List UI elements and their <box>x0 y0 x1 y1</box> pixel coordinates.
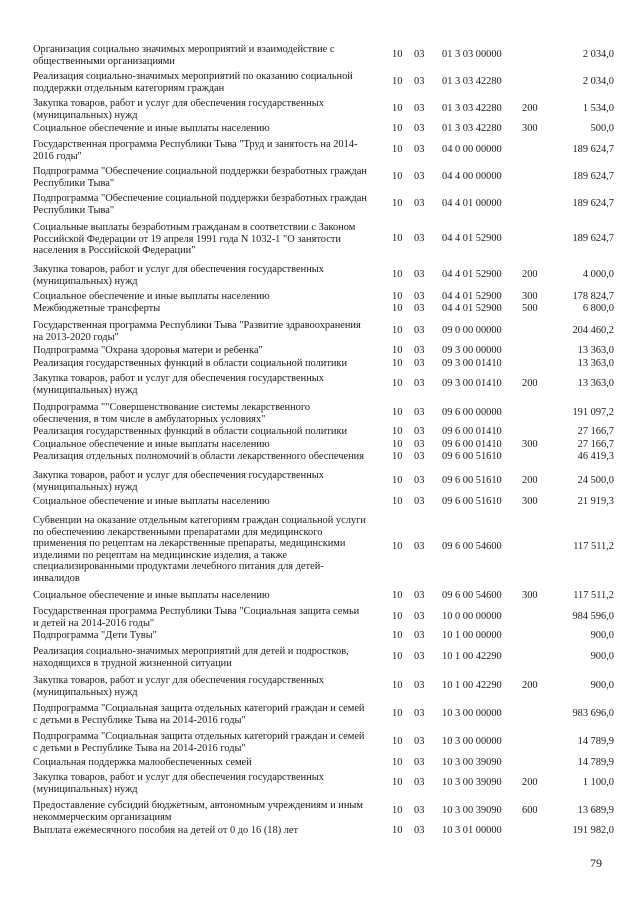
target-article-code: 04 4 01 52900 <box>442 303 502 314</box>
row-name: Закупка товаров, работ и услуг для обеспечения государственных (муниципальных) нужд <box>33 772 324 795</box>
subsection-code: 03 <box>414 541 425 552</box>
subsection-code: 03 <box>414 291 425 302</box>
section-code: 10 <box>392 708 403 719</box>
amount: 191 982,0 <box>572 825 614 836</box>
subsection-code: 03 <box>414 680 425 691</box>
expense-type-code: 200 <box>522 269 538 280</box>
section-code: 10 <box>392 291 403 302</box>
section-code: 10 <box>392 757 403 768</box>
row-name: Реализация социально-значимых мероприятий по оказанию социальной поддержки отдельным категориям граждан <box>33 71 353 94</box>
section-code: 10 <box>392 198 403 209</box>
subsection-code: 03 <box>414 358 425 369</box>
amount: 13 363,0 <box>577 378 614 389</box>
amount: 6 800,0 <box>582 303 614 314</box>
row-name: Выплата ежемесячного пособия на детей от 0 до 16 (18) лет <box>33 825 299 836</box>
section-code: 10 <box>392 590 403 601</box>
amount: 984 596,0 <box>572 611 614 622</box>
target-article-code: 04 4 01 00000 <box>442 198 502 209</box>
subsection-code: 03 <box>414 123 425 134</box>
amount: 900,0 <box>590 680 614 691</box>
section-code: 10 <box>392 76 403 87</box>
subsection-code: 03 <box>414 171 425 182</box>
amount: 189 624,7 <box>572 171 614 182</box>
amount: 4 000,0 <box>582 269 614 280</box>
section-code: 10 <box>392 123 403 134</box>
amount: 27 166,7 <box>577 426 614 437</box>
section-code: 10 <box>392 475 403 486</box>
amount: 14 789,9 <box>577 757 614 768</box>
target-article-code: 10 3 01 00000 <box>442 825 502 836</box>
row-name: Реализация государственных функций в области социальной политики <box>33 426 348 437</box>
amount: 24 500,0 <box>577 475 614 486</box>
amount: 46 419,3 <box>577 451 614 462</box>
amount: 117 511,2 <box>573 541 614 552</box>
section-code: 10 <box>392 541 403 552</box>
row-name: Подпрограмма "Охрана здоровья матери и ребенка" <box>33 345 263 356</box>
subsection-code: 03 <box>414 451 425 462</box>
amount: 900,0 <box>590 630 614 641</box>
subsection-code: 03 <box>414 439 425 450</box>
amount: 204 460,2 <box>572 325 614 336</box>
amount: 21 919,3 <box>577 496 614 507</box>
target-article-code: 10 1 00 42290 <box>442 651 502 662</box>
expense-type-code: 300 <box>522 123 538 134</box>
row-name: Межбюджетные трансферты <box>33 303 161 314</box>
section-code: 10 <box>392 805 403 816</box>
amount: 900,0 <box>590 651 614 662</box>
subsection-code: 03 <box>414 757 425 768</box>
subsection-code: 03 <box>414 269 425 280</box>
row-name: Подпрограмма "Дети Тувы" <box>33 630 157 641</box>
subsection-code: 03 <box>414 345 425 356</box>
row-name: Государственная программа Республики Тыва "Социальная защита семьи и детей на 2014-2016 годы" <box>33 606 360 629</box>
section-code: 10 <box>392 630 403 641</box>
amount: 189 624,7 <box>572 144 614 155</box>
amount: 13 363,0 <box>577 358 614 369</box>
expense-type-code: 300 <box>522 496 538 507</box>
amount: 13 689,9 <box>577 805 614 816</box>
row-name: Реализация отдельных полномочий в области лекарственного обеспечения <box>33 451 365 462</box>
subsection-code: 03 <box>414 144 425 155</box>
expense-type-code: 300 <box>522 439 538 450</box>
section-code: 10 <box>392 426 403 437</box>
row-name: Социальные выплаты безработным гражданам в соответствии с Законом Российской Федерации от 19 апреля 1991 года N 1032-1 "О занятости населения в Российской Федерации" <box>33 222 356 256</box>
section-code: 10 <box>392 651 403 662</box>
target-article-code: 09 3 00 01410 <box>442 358 502 369</box>
target-article-code: 01 3 03 42280 <box>442 123 502 134</box>
section-code: 10 <box>392 49 403 60</box>
row-name: Закупка товаров, работ и услуг для обеспечения государственных (муниципальных) нужд <box>33 373 324 396</box>
section-code: 10 <box>392 378 403 389</box>
target-article-code: 10 3 00 39090 <box>442 757 502 768</box>
target-article-code: 09 0 00 00000 <box>442 325 502 336</box>
target-article-code: 01 3 03 42280 <box>442 103 502 114</box>
target-article-code: 04 4 01 52900 <box>442 233 502 244</box>
target-article-code: 09 6 00 01410 <box>442 426 502 437</box>
target-article-code: 09 3 00 00000 <box>442 345 502 356</box>
expense-type-code: 200 <box>522 378 538 389</box>
row-name: Социальное обеспечение и иные выплаты населению <box>33 291 270 302</box>
section-code: 10 <box>392 103 403 114</box>
target-article-code: 09 3 00 01410 <box>442 378 502 389</box>
amount: 2 034,0 <box>582 76 614 87</box>
target-article-code: 04 4 00 00000 <box>442 171 502 182</box>
row-name: Государственная программа Республики Тыва "Развитие здравоохранения на 2013-2020 годы" <box>33 320 361 343</box>
target-article-code: 09 6 00 51610 <box>442 496 502 507</box>
expense-type-code: 200 <box>522 103 538 114</box>
page-number: 79 <box>590 856 602 870</box>
target-article-code: 01 3 03 42280 <box>442 76 502 87</box>
subsection-code: 03 <box>414 496 425 507</box>
target-article-code: 10 1 00 42290 <box>442 680 502 691</box>
row-name: Субвенции на оказание отдельным категориям граждан социальной услуги по обеспечению лекарственными препаратами для медицинского применения по рецептам на лекарственные препараты, медицинскими изделиями по рецептам на медицинские изделия, а также специализированными продуктами лечебного питания для детей- инвалидов <box>33 515 366 584</box>
row-name: Закупка товаров, работ и услуг для обеспечения государственных (муниципальных) нужд <box>33 470 324 493</box>
section-code: 10 <box>392 233 403 244</box>
target-article-code: 09 6 00 01410 <box>442 439 502 450</box>
section-code: 10 <box>392 496 403 507</box>
subsection-code: 03 <box>414 825 425 836</box>
subsection-code: 03 <box>414 198 425 209</box>
target-article-code: 10 3 00 39090 <box>442 805 502 816</box>
section-code: 10 <box>392 736 403 747</box>
subsection-code: 03 <box>414 378 425 389</box>
target-article-code: 10 3 00 00000 <box>442 708 502 719</box>
amount: 14 789,9 <box>577 736 614 747</box>
target-article-code: 04 4 01 52900 <box>442 269 502 280</box>
row-name: Закупка товаров, работ и услуг для обеспечения государственных (муниципальных) нужд <box>33 98 324 121</box>
expense-type-code: 200 <box>522 680 538 691</box>
row-name: Социальная поддержка малообеспеченных семей <box>33 757 252 768</box>
subsection-code: 03 <box>414 630 425 641</box>
target-article-code: 10 1 00 00000 <box>442 630 502 641</box>
subsection-code: 03 <box>414 590 425 601</box>
expense-type-code: 500 <box>522 303 538 314</box>
amount: 13 363,0 <box>577 345 614 356</box>
row-name: Реализация социально-значимых мероприятий для детей и подростков, находящихся в трудной жизненной ситуации <box>33 646 349 669</box>
subsection-code: 03 <box>414 736 425 747</box>
row-name: Организация социально значимых мероприятий и взаимодействие с общественными организациями <box>33 44 335 67</box>
amount: 27 166,7 <box>577 439 614 450</box>
amount: 1 100,0 <box>582 777 614 788</box>
subsection-code: 03 <box>414 708 425 719</box>
row-name: Закупка товаров, работ и услуг для обеспечения государственных (муниципальных) нужд <box>33 264 324 287</box>
row-name: Подпрограмма "Социальная защита отдельных категорий граждан и семей с детьми в Республике Тыва на 2014-2016 годы" <box>33 703 365 726</box>
amount: 1 534,0 <box>582 103 614 114</box>
subsection-code: 03 <box>414 475 425 486</box>
subsection-code: 03 <box>414 777 425 788</box>
row-name: Социальное обеспечение и иные выплаты населению <box>33 439 270 450</box>
section-code: 10 <box>392 451 403 462</box>
row-name: Социальное обеспечение и иные выплаты населению <box>33 496 270 507</box>
amount: 189 624,7 <box>572 233 614 244</box>
target-article-code: 01 3 03 00000 <box>442 49 502 60</box>
section-code: 10 <box>392 407 403 418</box>
subsection-code: 03 <box>414 651 425 662</box>
expense-type-code: 300 <box>522 291 538 302</box>
target-article-code: 04 4 01 52900 <box>442 291 502 302</box>
subsection-code: 03 <box>414 805 425 816</box>
amount: 191 097,2 <box>572 407 614 418</box>
section-code: 10 <box>392 171 403 182</box>
target-article-code: 10 0 00 00000 <box>442 611 502 622</box>
expense-type-code: 200 <box>522 475 538 486</box>
section-code: 10 <box>392 345 403 356</box>
row-name: Закупка товаров, работ и услуг для обеспечения государственных (муниципальных) нужд <box>33 675 324 698</box>
section-code: 10 <box>392 358 403 369</box>
section-code: 10 <box>392 439 403 450</box>
row-name: Реализация государственных функций в области социальной политики <box>33 358 348 369</box>
row-name: Предоставление субсидий бюджетным, автономным учреждениям и иным некоммерческим организациям <box>33 800 363 823</box>
section-code: 10 <box>392 325 403 336</box>
target-article-code: 10 3 00 00000 <box>442 736 502 747</box>
subsection-code: 03 <box>414 76 425 87</box>
target-article-code: 09 6 00 00000 <box>442 407 502 418</box>
section-code: 10 <box>392 269 403 280</box>
amount: 178 824,7 <box>572 291 614 302</box>
subsection-code: 03 <box>414 49 425 60</box>
section-code: 10 <box>392 144 403 155</box>
section-code: 10 <box>392 303 403 314</box>
amount: 117 511,2 <box>573 590 614 601</box>
row-name: Подпрограмма ""Совершенствование системы лекарственного обеспечения, в том числе в амбулаторных условиях" <box>33 402 311 425</box>
target-article-code: 09 6 00 51610 <box>442 451 502 462</box>
row-name: Подпрограмма "Социальная защита отдельных категорий граждан и семей с детьми в Республике Тыва на 2014-2016 годы" <box>33 731 365 754</box>
subsection-code: 03 <box>414 303 425 314</box>
row-name: Социальное обеспечение и иные выплаты населению <box>33 590 270 601</box>
row-name: Социальное обеспечение и иные выплаты населению <box>33 123 270 134</box>
section-code: 10 <box>392 825 403 836</box>
subsection-code: 03 <box>414 103 425 114</box>
target-article-code: 04 0 00 00000 <box>442 144 502 155</box>
row-name: Подпрограмма "Обеспечение социальной поддержки безработных граждан Республики Тыва" <box>33 193 367 216</box>
row-name: Государственная программа Республики Тыва "Труд и занятость на 2014- 2016 годы" <box>33 139 358 162</box>
target-article-code: 09 6 00 51610 <box>442 475 502 486</box>
section-code: 10 <box>392 680 403 691</box>
amount: 189 624,7 <box>572 198 614 209</box>
subsection-code: 03 <box>414 611 425 622</box>
section-code: 10 <box>392 611 403 622</box>
subsection-code: 03 <box>414 407 425 418</box>
amount: 983 696,0 <box>572 708 614 719</box>
target-article-code: 09 6 00 54600 <box>442 590 502 601</box>
section-code: 10 <box>392 777 403 788</box>
amount: 500,0 <box>590 123 614 134</box>
expense-type-code: 300 <box>522 590 538 601</box>
subsection-code: 03 <box>414 233 425 244</box>
subsection-code: 03 <box>414 325 425 336</box>
expense-type-code: 200 <box>522 777 538 788</box>
row-name: Подпрограмма "Обеспечение социальной поддержки безработных граждан Республики Тыва" <box>33 166 367 189</box>
target-article-code: 09 6 00 54600 <box>442 541 502 552</box>
target-article-code: 10 3 00 39090 <box>442 777 502 788</box>
expense-type-code: 600 <box>522 805 538 816</box>
amount: 2 034,0 <box>582 49 614 60</box>
subsection-code: 03 <box>414 426 425 437</box>
